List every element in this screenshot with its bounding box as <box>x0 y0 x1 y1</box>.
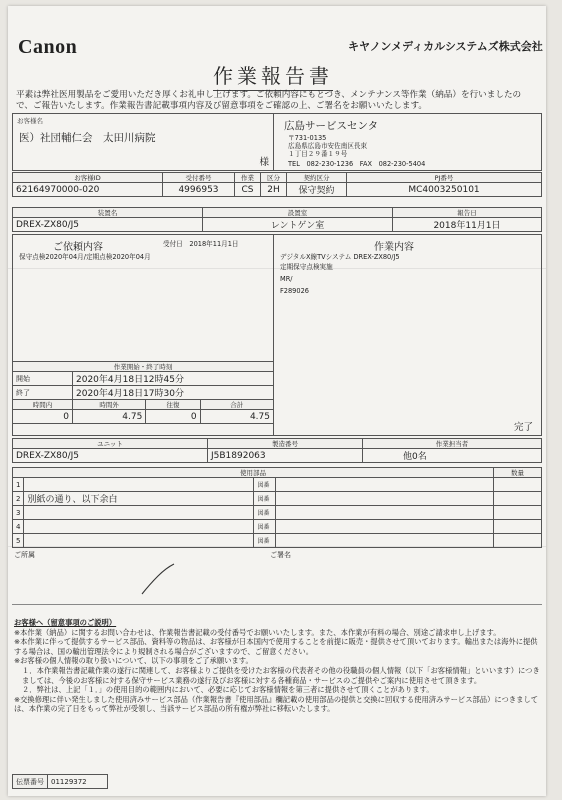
work-code: CS <box>235 183 261 197</box>
notes-heading: お客様へ（留意事項のご説明） <box>14 618 117 627</box>
part-qty <box>494 478 542 492</box>
order-no-label: 受付番号 <box>163 173 235 183</box>
request-text: 保守点検2020年04月/定期点検2020年04月 <box>19 253 151 261</box>
table-row <box>13 492 542 506</box>
start-label: 開始 <box>13 372 73 386</box>
ref-label: 図番 <box>254 506 276 520</box>
equipment-table <box>12 207 542 232</box>
signature-label: ご署名 <box>270 551 291 559</box>
work-line-2: 定期保守点検実施 <box>280 263 333 271</box>
row-no: 5 <box>13 534 24 548</box>
hours-in-label: 時間内 <box>13 400 73 410</box>
part-name <box>24 520 254 534</box>
part-name: 別紙の通り、以下余白 <box>24 492 254 506</box>
part-name <box>24 478 254 492</box>
pj-number: MC4003250101 <box>347 183 542 197</box>
ref-value <box>276 534 494 548</box>
customer-id: 62164970000-020 <box>13 183 163 197</box>
note-4: １．本作業報告書記載作業の遂行に関連して、お客様よりご提供を受けたお客様の代表者その他の役職員の個人情報（以下「お客様情報」といいます）につきましては、今後のお客様に対する保守サービス業務の遂行及びお客様に対する各種商品・サービスのご提供やご案内に使用させて頂きます。 <box>22 665 540 685</box>
parts-table <box>12 467 542 548</box>
table-row <box>13 506 542 520</box>
work-heading: 作業内容 <box>374 242 414 253</box>
signature-mark <box>138 562 178 598</box>
staff: 他0名 <box>363 449 542 463</box>
note-3: ※お客様の個人情報の取り扱いについて、以下の事項をご了承願います。 <box>14 656 253 666</box>
end-time: 2020年4月18日17時30分 <box>73 386 274 400</box>
row-no: 1 <box>13 478 24 492</box>
table-row <box>13 534 542 548</box>
note-6: ※交換修理に伴い発生しました使用済みサービス部品（作業報告書『使用部品』欄記載の使用部品の提供と交換に回収する使用済みサービス部品）につきましては、本作業の完了日をもって弊社が受領し、当該サービス部品の所有権が弊社に移転いたします。 <box>14 694 539 714</box>
part-qty <box>494 534 542 548</box>
service-center-name: 広島サービスセンタ <box>284 120 379 132</box>
ref-value <box>276 478 494 492</box>
service-center-postal: 〒731-0135 <box>288 134 327 142</box>
work-line-3: MR/ <box>280 275 293 283</box>
part-qty <box>494 506 542 520</box>
ref-value <box>276 492 494 506</box>
customer-id-label: お客様ID <box>13 173 163 183</box>
work-time-heading: 作業開始・終了時刻 <box>13 362 274 372</box>
ref-label: 図番 <box>254 492 276 506</box>
ref-label: 図番 <box>254 478 276 492</box>
part-qty <box>494 492 542 506</box>
note-5: ２．弊社は、上記「１．」の使用目的の範囲内において、必要に応じてお客様情報を第三者に提供させて頂くことがあります。 <box>22 685 434 695</box>
note-1: ※本作業（納品）に関するお問い合わせは、作業報告書記載の受付番号でお願いいたします。また、本作業が有料の場合、別途ご請求申し上げます。 <box>14 627 501 637</box>
part-name <box>24 534 254 548</box>
travel-hours: 0 <box>146 410 200 424</box>
ref-value <box>276 506 494 520</box>
customer-name: 医）社団輔仁会 太田川病院 <box>19 132 156 144</box>
category: 2H <box>261 183 287 197</box>
slip-label: 伝票番号 <box>13 775 48 789</box>
row-no: 2 <box>13 492 24 506</box>
intro-text: 平素は弊社医用製品をご愛用いただき厚くお礼申し上げます。ご依頼内容にもとづき、メンテナンス等作業（納品）を行いましたので、ご報告いたします。作業報告書記載事項内容及び留意事項をご確認の上、ご署名をお願いいたします。 <box>16 90 522 111</box>
pj-label: PJ番号 <box>347 173 542 183</box>
ref-value <box>276 520 494 534</box>
report-date-label: 報告日 <box>393 208 542 218</box>
work-content-box <box>274 234 542 436</box>
ids-table <box>12 172 542 197</box>
request-heading: ご依頼内容 <box>53 242 103 253</box>
part-qty <box>494 520 542 534</box>
unit-table <box>12 438 542 463</box>
company-name: キヤノンメディカルシステムズ株式会社 <box>348 40 543 53</box>
end-label: 終了 <box>13 386 73 400</box>
hours-in: 0 <box>13 410 73 424</box>
travel-label: 往復 <box>146 400 200 410</box>
row-no: 4 <box>13 520 24 534</box>
hours-out: 4.75 <box>73 410 146 424</box>
unit-name: DREX-ZX80/J5 <box>13 449 208 463</box>
note-2: ※本作業に伴って提供するサービス部品、資料等の物品は、お客様が日本国内で使用することを前提に販売・提供させて頂いております。輸出または海外に提供する場合は、国の輸出管理法令により規制される場合がございますので、ご留意ください。 <box>14 637 538 656</box>
device-name: DREX-ZX80/J5 <box>13 218 203 232</box>
divider <box>12 604 542 605</box>
start-time: 2020年4月18日12時45分 <box>73 372 274 386</box>
customer-box <box>12 113 274 171</box>
report-date: 2018年11月1日 <box>393 218 542 232</box>
staff-label: 作業担当者 <box>363 439 542 449</box>
report-sheet <box>8 6 546 796</box>
request-box <box>12 234 274 436</box>
contract: 保守契約 <box>287 183 347 197</box>
service-center-box <box>274 113 542 171</box>
ref-label: 図番 <box>254 520 276 534</box>
serial-label: 製造番号 <box>208 439 363 449</box>
room-name: レントゲン室 <box>203 218 393 232</box>
part-name <box>24 506 254 520</box>
row-no: 3 <box>13 506 24 520</box>
slip-table <box>12 774 108 789</box>
work-time-table <box>12 361 274 424</box>
table-row <box>13 520 542 534</box>
ref-label: 図番 <box>254 534 276 548</box>
contract-label: 契約区分 <box>287 173 347 183</box>
customer-label: お客様名 <box>17 117 43 125</box>
document-title: 作業報告書 <box>213 60 333 91</box>
order-no: 4996953 <box>163 183 235 197</box>
service-center-tel: TEL 082-230-1236 FAX 082-230-5404 <box>288 160 426 168</box>
affiliation-label: ご所属 <box>14 551 35 559</box>
work-line-4: F289026 <box>280 287 309 295</box>
slip-number: 01129372 <box>48 775 108 789</box>
canon-logo: Canon <box>18 36 78 58</box>
total-hours: 4.75 <box>200 410 273 424</box>
service-center-address2: １丁目２９番１９号 <box>288 150 348 158</box>
service-center-address1: 広島県広島市安佐南区長束 <box>288 142 368 150</box>
customer-suffix: 様 <box>259 157 269 168</box>
device-label: 装置名 <box>13 208 203 218</box>
serial-number: J5B1892063 <box>208 449 363 463</box>
parts-qty-label: 数量 <box>494 468 542 478</box>
hours-out-label: 時間外 <box>73 400 146 410</box>
total-label: 合計 <box>200 400 273 410</box>
parts-heading: 使用部品 <box>13 468 494 478</box>
notes-section <box>14 618 540 714</box>
category-label: 区分 <box>261 173 287 183</box>
work-code-label: 作業 <box>235 173 261 183</box>
unit-label: ユニット <box>13 439 208 449</box>
work-line-1: デジタルX線TVシステム DREX-ZX80/J5 <box>280 253 400 261</box>
request-received-date: 受付日 2018年11月1日 <box>163 240 239 248</box>
table-row <box>13 478 542 492</box>
room-label: 設置室 <box>203 208 393 218</box>
work-done: 完了 <box>513 422 533 433</box>
